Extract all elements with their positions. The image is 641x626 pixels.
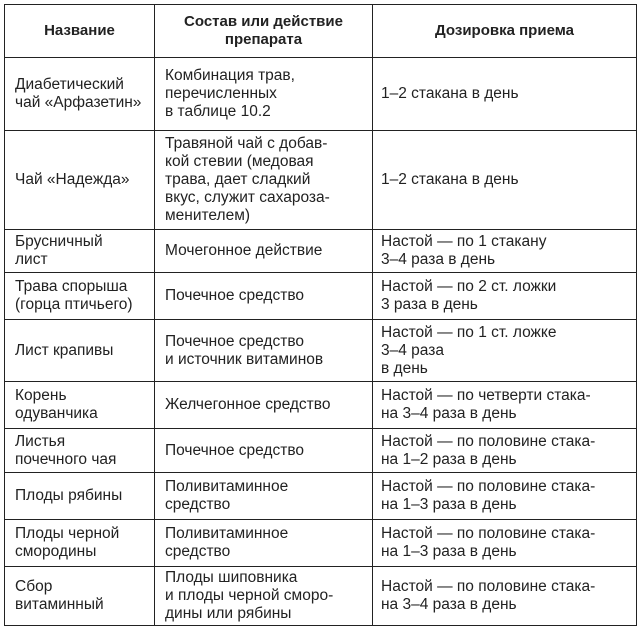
cell-composition: Поливитаминное средство xyxy=(155,520,373,567)
table-row xyxy=(5,320,637,382)
header-dosage: Дозировка приема xyxy=(373,5,637,58)
cell-composition: Мочегонное действие xyxy=(155,230,373,273)
cell-dosage: Настой — по половине стака- на 3–4 раза в день xyxy=(373,567,637,626)
table-row xyxy=(5,567,637,626)
cell-dosage: 1–2 стакана в день xyxy=(373,131,637,230)
cell-dosage: Настой — по 2 ст. ложки 3 раза в день xyxy=(373,273,637,320)
table-row xyxy=(5,473,637,520)
cell-name: Чай «Надежда» xyxy=(5,131,155,230)
cell-composition: Желчегонное средство xyxy=(155,382,373,429)
cell-dosage: Настой — по четверти стака- на 3–4 раза в день xyxy=(373,382,637,429)
table-row xyxy=(5,230,637,273)
cell-composition: Травяной чай с добав- кой стевии (медовая трава, дает сладкий вкус, служит сахароза- менителем) xyxy=(155,131,373,230)
table-row xyxy=(5,58,637,131)
cell-name: Корень одуванчика xyxy=(5,382,155,429)
cell-dosage: Настой — по половине стака- на 1–3 раза в день xyxy=(373,520,637,567)
cell-dosage: 1–2 стакана в день xyxy=(373,58,637,131)
cell-name: Брусничный лист xyxy=(5,230,155,273)
cell-composition: Почечное средство и источник витаминов xyxy=(155,320,373,382)
header-row xyxy=(5,5,637,58)
cell-name: Сбор витаминный xyxy=(5,567,155,626)
cell-composition: Комбинация трав, перечисленных в таблице 10.2 xyxy=(155,58,373,131)
cell-dosage: Настой — по 1 стакану 3–4 раза в день xyxy=(373,230,637,273)
cell-dosage: Настой — по 1 ст. ложке 3–4 раза в день xyxy=(373,320,637,382)
cell-name: Лист крапивы xyxy=(5,320,155,382)
table-row xyxy=(5,520,637,567)
cell-composition: Почечное средство xyxy=(155,429,373,473)
cell-dosage: Настой — по половине стака- на 1–3 раза в день xyxy=(373,473,637,520)
cell-composition: Почечное средство xyxy=(155,273,373,320)
cell-name: Диабетический чай «Арфазетин» xyxy=(5,58,155,131)
cell-composition: Плоды шиповника и плоды черной сморо- дины или рябины xyxy=(155,567,373,626)
header-composition: Состав или действие препарата xyxy=(155,5,373,58)
table-row xyxy=(5,382,637,429)
cell-composition: Поливитаминное средство xyxy=(155,473,373,520)
cell-name: Трава спорыша (горца птичьего) xyxy=(5,273,155,320)
dosage-table xyxy=(4,4,637,626)
table-row xyxy=(5,429,637,473)
cell-name: Плоды черной смородины xyxy=(5,520,155,567)
cell-name: Листья почечного чая xyxy=(5,429,155,473)
cell-name: Плоды рябины xyxy=(5,473,155,520)
table-row xyxy=(5,131,637,230)
table-row xyxy=(5,273,637,320)
cell-dosage: Настой — по половине стака- на 1–2 раза в день xyxy=(373,429,637,473)
header-name: Название xyxy=(5,5,155,58)
